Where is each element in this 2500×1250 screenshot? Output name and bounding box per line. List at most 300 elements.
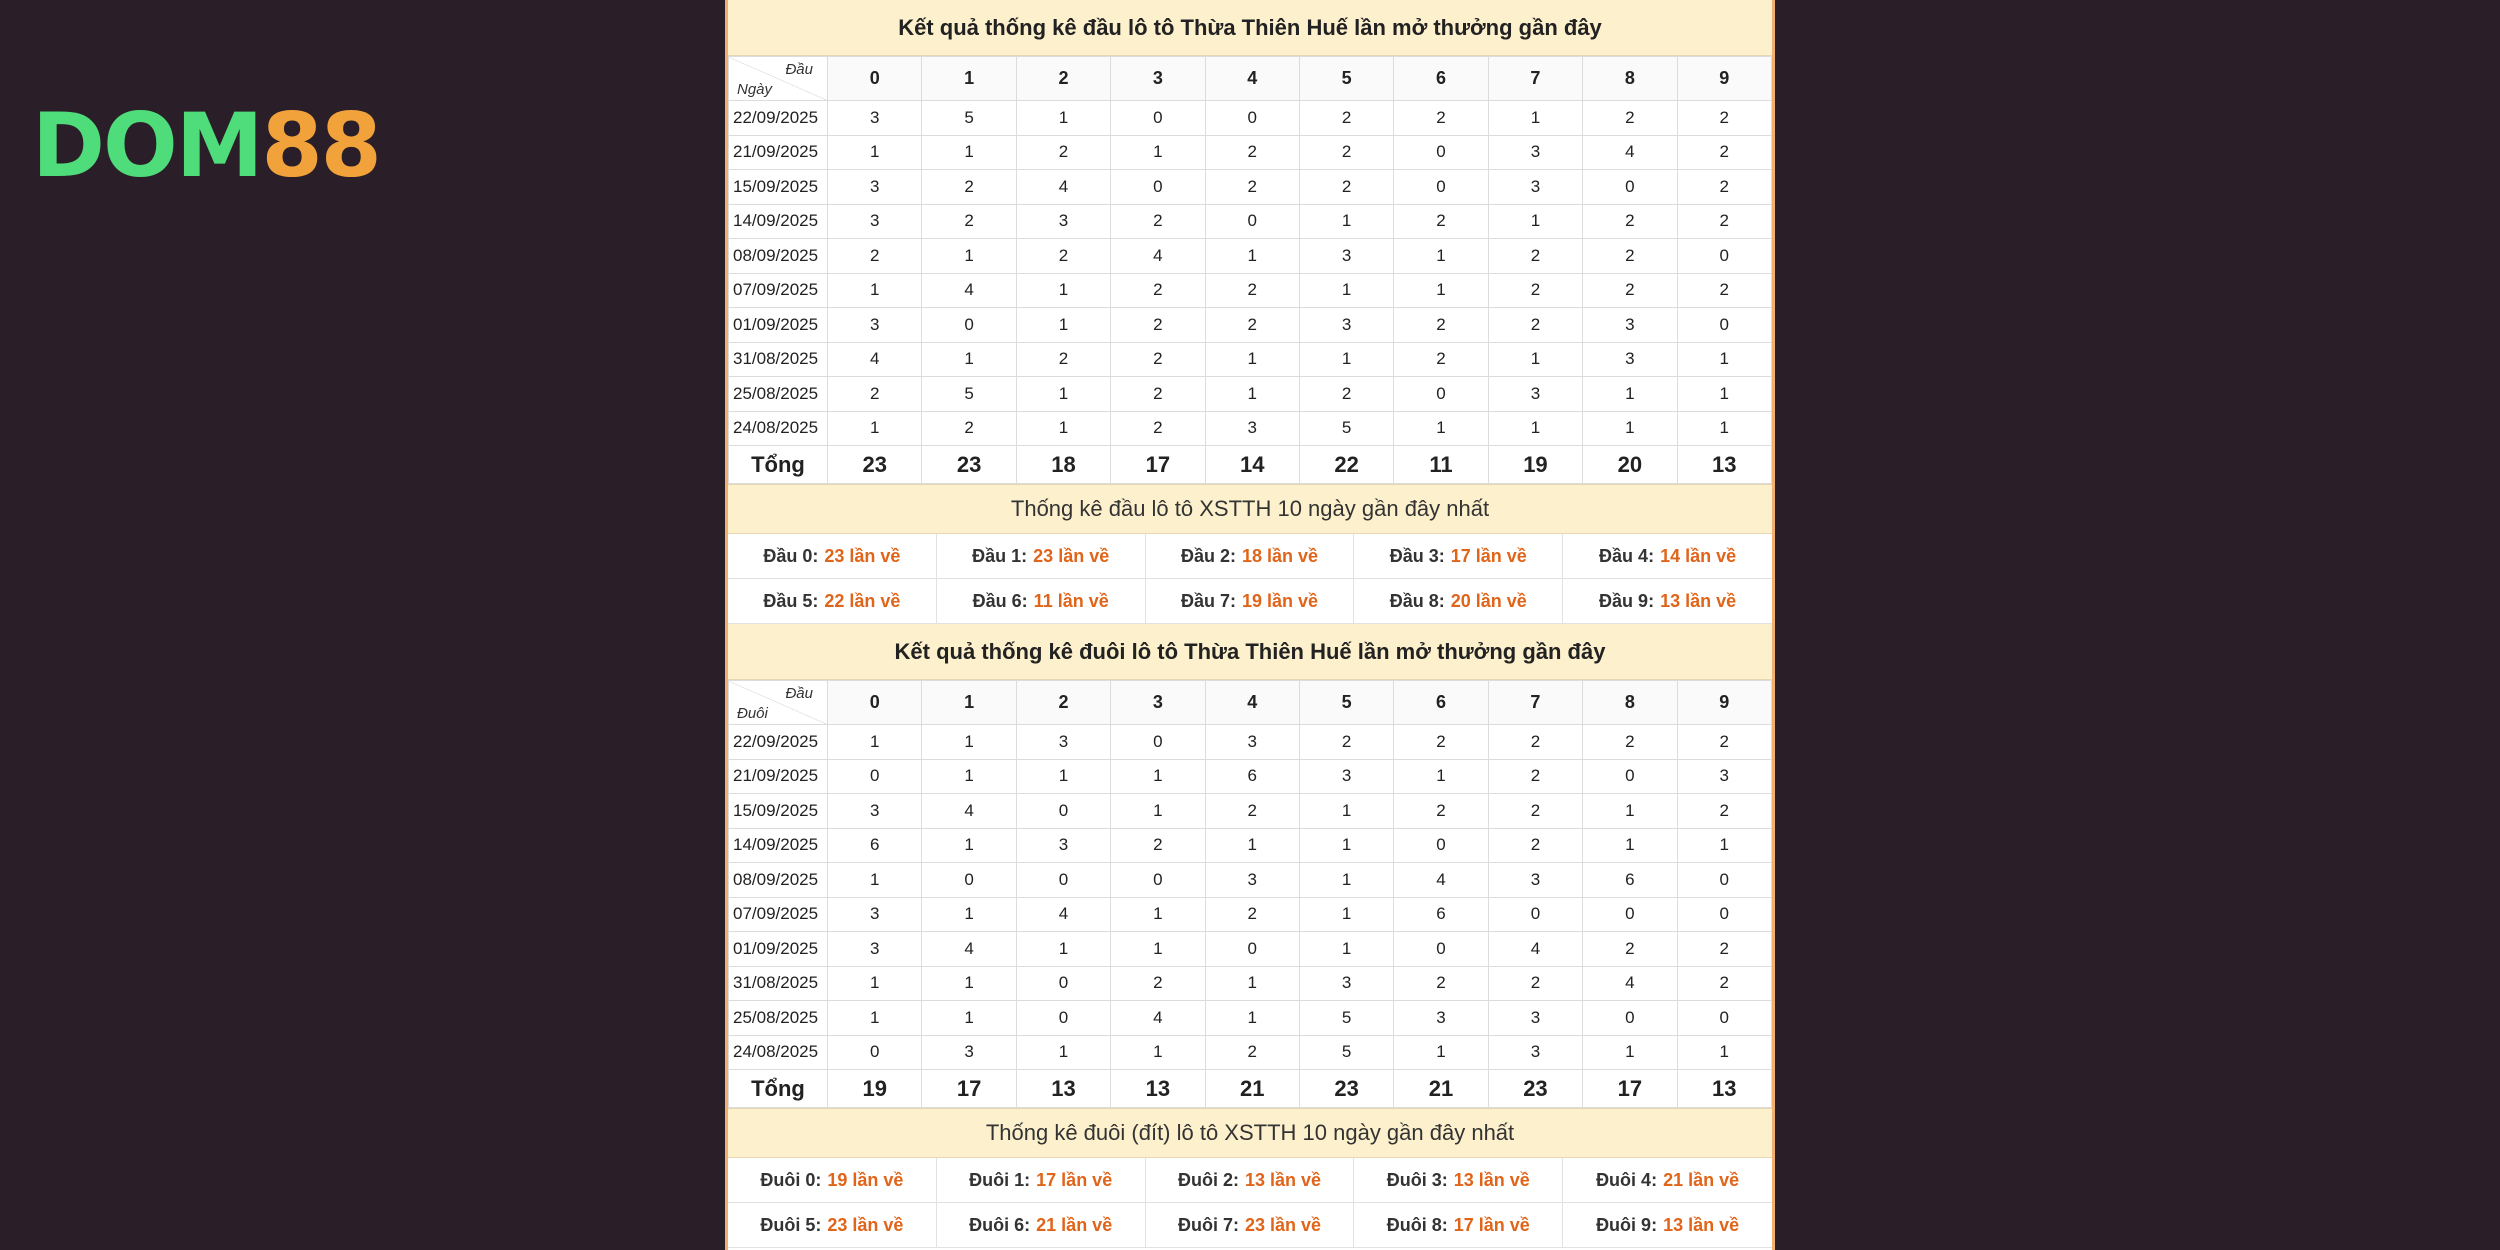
table-cell: 4 — [828, 342, 922, 377]
header-corner-cell — [729, 57, 828, 101]
table-cell: 0 — [1583, 170, 1677, 205]
table-row — [729, 101, 1772, 136]
table-cell: 4 — [1583, 135, 1677, 170]
summary-item — [937, 534, 1146, 579]
total-cell: 23 — [828, 446, 922, 484]
summary-label: Đuôi 7: — [1177, 1214, 1239, 1235]
table-cell: 2 — [1677, 725, 1771, 760]
column-header: 1 — [922, 681, 1016, 725]
row-date: 14/09/2025 — [729, 204, 828, 239]
table-cell: 2 — [828, 239, 922, 274]
table-cell: 0 — [922, 863, 1016, 898]
summary-count: 23 lần về — [824, 545, 901, 566]
summary-item — [1563, 1158, 1772, 1203]
table-row — [729, 932, 1772, 967]
table-cell: 0 — [1583, 1001, 1677, 1036]
summary-count: 13 lần về — [1660, 590, 1737, 611]
row-date: 22/09/2025 — [729, 725, 828, 760]
summary-item — [1354, 1203, 1563, 1248]
table-cell: 3 — [1488, 1001, 1582, 1036]
table-cell: 2 — [1488, 239, 1582, 274]
table-cell: 2 — [1677, 273, 1771, 308]
table-cell: 1 — [922, 828, 1016, 863]
table-cell: 0 — [1016, 863, 1110, 898]
table-cell: 2 — [1677, 794, 1771, 829]
table-cell: 4 — [922, 273, 1016, 308]
table-row — [729, 377, 1772, 412]
total-cell: 13 — [1677, 1070, 1771, 1108]
table-cell: 2 — [1488, 794, 1582, 829]
table-cell: 1 — [828, 135, 922, 170]
table-cell: 1 — [1111, 897, 1205, 932]
table-cell: 0 — [1394, 828, 1488, 863]
table-cell: 2 — [1111, 411, 1205, 446]
table-cell: 1 — [1205, 342, 1299, 377]
table-cell: 1 — [1111, 1035, 1205, 1070]
row-date: 15/09/2025 — [729, 794, 828, 829]
table-cell: 2 — [1488, 725, 1582, 760]
summary-item — [1563, 1203, 1772, 1248]
table-cell: 1 — [1583, 828, 1677, 863]
corner-label-bottom: Đuôi — [737, 705, 768, 722]
table-cell: 3 — [1016, 204, 1110, 239]
total-cell: 18 — [1016, 446, 1110, 484]
table-cell: 3 — [1488, 1035, 1582, 1070]
total-cell: 21 — [1394, 1070, 1488, 1108]
dau-section — [728, 0, 1772, 624]
table-cell: 2 — [1583, 725, 1677, 760]
summary-label: Đầu 0: — [763, 545, 819, 566]
dau-summary-grid — [728, 534, 1772, 624]
total-cell: 17 — [1583, 1070, 1677, 1108]
column-header: 0 — [828, 57, 922, 101]
summary-count: 13 lần về — [1663, 1214, 1740, 1235]
table-cell: 2 — [1394, 342, 1488, 377]
summary-count: 13 lần về — [1453, 1169, 1530, 1190]
table-cell: 1 — [1299, 204, 1393, 239]
table-cell: 0 — [922, 308, 1016, 343]
table-cell: 1 — [1016, 1035, 1110, 1070]
table-cell: 1 — [922, 897, 1016, 932]
table-cell: 3 — [828, 794, 922, 829]
table-cell: 1 — [922, 725, 1016, 760]
summary-label: Đầu 2: — [1180, 545, 1236, 566]
table-cell: 0 — [1016, 794, 1110, 829]
table-cell: 0 — [1488, 897, 1582, 932]
logo-text-dom: DOM — [32, 94, 262, 197]
row-date: 31/08/2025 — [729, 342, 828, 377]
table-cell: 2 — [1677, 966, 1771, 1001]
table-row — [729, 725, 1772, 760]
row-date: 24/08/2025 — [729, 1035, 828, 1070]
table-cell: 6 — [828, 828, 922, 863]
summary-count: 13 lần về — [1244, 1169, 1322, 1190]
table-cell: 1 — [922, 135, 1016, 170]
table-cell: 3 — [828, 932, 922, 967]
total-cell: 13 — [1016, 1070, 1110, 1108]
table-cell: 1 — [1488, 101, 1582, 136]
table-cell: 1 — [922, 342, 1016, 377]
summary-count: 19 lần về — [827, 1169, 904, 1190]
table-cell: 4 — [1488, 932, 1582, 967]
table-cell: 1 — [1583, 794, 1677, 829]
column-header: 0 — [828, 681, 922, 725]
table-cell: 2 — [1394, 101, 1488, 136]
summary-label: Đầu 4: — [1599, 545, 1655, 566]
table-cell: 2 — [1111, 342, 1205, 377]
logo-text-88: 88 — [261, 94, 380, 197]
column-header: 9 — [1677, 57, 1771, 101]
table-cell: 2 — [1205, 135, 1299, 170]
table-cell: 3 — [828, 170, 922, 205]
table-cell: 1 — [1394, 759, 1488, 794]
table-cell: 3 — [1394, 1001, 1488, 1036]
dau-summary-title: Thống kê đầu lô tô XSTTH 10 ngày gần đây nhất — [728, 484, 1772, 534]
summary-label: Đầu 1: — [972, 545, 1028, 566]
summary-item — [1563, 579, 1772, 624]
table-cell: 2 — [1394, 794, 1488, 829]
table-cell: 0 — [1677, 897, 1771, 932]
table-row — [729, 308, 1772, 343]
table-cell: 2 — [1299, 377, 1393, 412]
column-header: 2 — [1016, 681, 1110, 725]
table-cell: 5 — [922, 377, 1016, 412]
dau-table-title: Kết quả thống kê đầu lô tô Thừa Thiên Huế lần mở thưởng gần đây — [728, 0, 1772, 56]
summary-label: Đuôi 2: — [1177, 1169, 1239, 1190]
table-cell: 5 — [1299, 1001, 1393, 1036]
table-cell: 0 — [828, 759, 922, 794]
table-cell: 2 — [1488, 308, 1582, 343]
table-cell: 1 — [1111, 932, 1205, 967]
table-cell: 2 — [1205, 897, 1299, 932]
table-cell: 1 — [828, 411, 922, 446]
duoi-summary-grid — [728, 1158, 1772, 1248]
total-cell: 19 — [1488, 446, 1582, 484]
summary-item — [728, 579, 937, 624]
table-cell: 1 — [1016, 759, 1110, 794]
table-cell: 2 — [1111, 828, 1205, 863]
row-date: 25/08/2025 — [729, 1001, 828, 1036]
table-cell: 0 — [1677, 239, 1771, 274]
row-date: 22/09/2025 — [729, 101, 828, 136]
table-cell: 2 — [1111, 308, 1205, 343]
table-cell: 1 — [1394, 273, 1488, 308]
summary-item — [937, 579, 1146, 624]
table-cell: 0 — [1394, 377, 1488, 412]
row-date: 31/08/2025 — [729, 966, 828, 1001]
table-cell: 2 — [1583, 273, 1677, 308]
dom88-logo — [32, 94, 380, 197]
table-cell: 0 — [1394, 170, 1488, 205]
table-cell: 2 — [1677, 135, 1771, 170]
table-cell: 1 — [1299, 863, 1393, 898]
table-cell: 2 — [1111, 966, 1205, 1001]
table-cell: 4 — [1111, 1001, 1205, 1036]
summary-label: Đuôi 9: — [1596, 1214, 1658, 1235]
table-cell: 1 — [828, 725, 922, 760]
row-date: 15/09/2025 — [729, 170, 828, 205]
table-cell: 2 — [1583, 101, 1677, 136]
table-cell: 3 — [1488, 135, 1582, 170]
table-cell: 2 — [1394, 725, 1488, 760]
row-date: 07/09/2025 — [729, 273, 828, 308]
summary-label: Đầu 5: — [763, 590, 819, 611]
table-cell: 3 — [828, 204, 922, 239]
table-row — [729, 863, 1772, 898]
table-cell: 2 — [1677, 101, 1771, 136]
table-cell: 5 — [922, 101, 1016, 136]
table-cell: 1 — [1488, 204, 1582, 239]
dau-stats-table — [728, 56, 1772, 484]
summary-label: Đuôi 6: — [969, 1214, 1031, 1235]
table-cell: 1 — [1677, 342, 1771, 377]
corner-label-bottom: Ngày — [737, 81, 773, 98]
column-header: 5 — [1299, 57, 1393, 101]
table-cell: 0 — [1205, 101, 1299, 136]
table-cell: 2 — [1488, 273, 1582, 308]
table-cell: 3 — [1488, 377, 1582, 412]
table-cell: 1 — [922, 966, 1016, 1001]
table-cell: 0 — [1394, 932, 1488, 967]
summary-count: 20 lần về — [1450, 590, 1527, 611]
table-cell: 1 — [1677, 1035, 1771, 1070]
table-cell: 0 — [1111, 101, 1205, 136]
duoi-stats-table — [728, 680, 1772, 1108]
table-cell: 3 — [1488, 863, 1582, 898]
table-cell: 4 — [1583, 966, 1677, 1001]
total-cell: 21 — [1205, 1070, 1299, 1108]
table-header-row — [729, 681, 1772, 725]
table-cell: 2 — [1677, 932, 1771, 967]
summary-count: 23 lần về — [1244, 1214, 1322, 1235]
table-cell: 3 — [828, 897, 922, 932]
summary-item — [1354, 579, 1563, 624]
table-cell: 1 — [1677, 828, 1771, 863]
statistics-panel — [725, 0, 1775, 1250]
table-cell: 2 — [1299, 170, 1393, 205]
table-cell: 2 — [1299, 101, 1393, 136]
table-cell: 3 — [1299, 759, 1393, 794]
table-cell: 1 — [828, 863, 922, 898]
table-row — [729, 204, 1772, 239]
summary-count: 21 lần về — [1663, 1169, 1740, 1190]
table-row — [729, 411, 1772, 446]
table-cell: 1 — [1111, 135, 1205, 170]
row-date: 07/09/2025 — [729, 897, 828, 932]
column-header: 8 — [1583, 681, 1677, 725]
table-cell: 1 — [1299, 794, 1393, 829]
table-cell: 4 — [1016, 170, 1110, 205]
table-cell: 1 — [1394, 239, 1488, 274]
table-cell: 2 — [922, 170, 1016, 205]
duoi-summary-title: Thống kê đuôi (đít) lô tô XSTTH 10 ngày gần đây nhất — [728, 1108, 1772, 1158]
table-cell: 1 — [1299, 273, 1393, 308]
summary-label: Đuôi 1: — [969, 1169, 1031, 1190]
summary-item — [1146, 579, 1355, 624]
table-cell: 0 — [1583, 897, 1677, 932]
table-cell: 1 — [1394, 1035, 1488, 1070]
row-date: 21/09/2025 — [729, 135, 828, 170]
table-cell: 3 — [1205, 863, 1299, 898]
total-cell: 11 — [1394, 446, 1488, 484]
table-cell: 2 — [1299, 135, 1393, 170]
table-cell: 3 — [1677, 759, 1771, 794]
table-row — [729, 1001, 1772, 1036]
summary-label: Đầu 3: — [1389, 545, 1445, 566]
summary-item — [1563, 534, 1772, 579]
table-cell: 1 — [922, 1001, 1016, 1036]
summary-item — [1146, 1158, 1355, 1203]
table-cell: 2 — [1111, 204, 1205, 239]
total-row — [729, 446, 1772, 484]
summary-label: Đầu 6: — [972, 590, 1028, 611]
table-cell: 1 — [922, 759, 1016, 794]
column-header: 1 — [922, 57, 1016, 101]
table-cell: 4 — [1111, 239, 1205, 274]
table-cell: 1 — [1111, 794, 1205, 829]
table-row — [729, 828, 1772, 863]
table-cell: 2 — [1583, 239, 1677, 274]
total-cell: 23 — [1488, 1070, 1582, 1108]
header-corner-cell — [729, 681, 828, 725]
column-header: 4 — [1205, 681, 1299, 725]
summary-item — [728, 534, 937, 579]
table-cell: 1 — [1016, 377, 1110, 412]
table-cell: 2 — [1205, 170, 1299, 205]
table-row — [729, 342, 1772, 377]
row-date: 21/09/2025 — [729, 759, 828, 794]
table-cell: 1 — [1205, 966, 1299, 1001]
table-cell: 1 — [1299, 828, 1393, 863]
table-cell: 2 — [1016, 135, 1110, 170]
summary-count: 23 lần về — [827, 1214, 904, 1235]
table-cell: 1 — [1205, 1001, 1299, 1036]
total-cell: 17 — [1111, 446, 1205, 484]
table-row — [729, 794, 1772, 829]
total-cell: 22 — [1299, 446, 1393, 484]
summary-item — [937, 1158, 1146, 1203]
table-cell: 2 — [1394, 308, 1488, 343]
table-cell: 1 — [922, 239, 1016, 274]
table-cell: 4 — [922, 794, 1016, 829]
table-cell: 2 — [1205, 1035, 1299, 1070]
table-cell: 2 — [1583, 204, 1677, 239]
column-header: 5 — [1299, 681, 1393, 725]
summary-count: 21 lần về — [1036, 1214, 1113, 1235]
row-date: 25/08/2025 — [729, 377, 828, 412]
table-cell: 2 — [1394, 204, 1488, 239]
table-cell: 0 — [1016, 966, 1110, 1001]
table-cell: 2 — [1677, 204, 1771, 239]
table-cell: 4 — [1016, 897, 1110, 932]
row-date: 08/09/2025 — [729, 239, 828, 274]
table-cell: 3 — [828, 101, 922, 136]
total-cell: 13 — [1677, 446, 1771, 484]
summary-label: Đuôi 3: — [1386, 1169, 1448, 1190]
table-cell: 1 — [1677, 377, 1771, 412]
total-cell: 20 — [1583, 446, 1677, 484]
summary-count: 19 lần về — [1241, 590, 1319, 611]
summary-count: 17 lần về — [1036, 1169, 1113, 1190]
total-cell: 13 — [1111, 1070, 1205, 1108]
table-cell: 2 — [922, 204, 1016, 239]
table-cell: 2 — [1205, 794, 1299, 829]
table-cell: 3 — [1299, 308, 1393, 343]
table-row — [729, 273, 1772, 308]
table-cell: 0 — [1677, 1001, 1771, 1036]
row-date: 24/08/2025 — [729, 411, 828, 446]
table-cell: 1 — [1205, 239, 1299, 274]
table-cell: 0 — [1677, 308, 1771, 343]
table-cell: 4 — [922, 932, 1016, 967]
column-header: 6 — [1394, 681, 1488, 725]
table-cell: 1 — [1583, 411, 1677, 446]
column-header: 7 — [1488, 681, 1582, 725]
table-cell: 0 — [1677, 863, 1771, 898]
table-row — [729, 170, 1772, 205]
summary-label: Đầu 7: — [1180, 590, 1236, 611]
table-cell: 2 — [1205, 308, 1299, 343]
summary-label: Đuôi 5: — [760, 1214, 822, 1235]
table-cell: 3 — [1299, 966, 1393, 1001]
summary-label: Đầu 8: — [1389, 590, 1445, 611]
table-cell: 2 — [1488, 828, 1582, 863]
table-cell: 2 — [1205, 273, 1299, 308]
table-cell: 3 — [1299, 239, 1393, 274]
table-cell: 4 — [1394, 863, 1488, 898]
total-cell: 14 — [1205, 446, 1299, 484]
summary-label: Đuôi 0: — [760, 1169, 822, 1190]
table-cell: 1 — [1016, 273, 1110, 308]
corner-label-top: Đầu — [785, 685, 813, 702]
table-cell: 2 — [1111, 377, 1205, 412]
table-cell: 1 — [828, 966, 922, 1001]
table-cell: 6 — [1583, 863, 1677, 898]
total-label: Tổng — [729, 1070, 828, 1108]
summary-count: 18 lần về — [1241, 545, 1319, 566]
table-cell: 3 — [1016, 725, 1110, 760]
table-cell: 1 — [1394, 411, 1488, 446]
table-cell: 3 — [828, 308, 922, 343]
total-cell: 19 — [828, 1070, 922, 1108]
table-cell: 0 — [828, 1035, 922, 1070]
table-row — [729, 966, 1772, 1001]
table-cell: 0 — [1111, 863, 1205, 898]
column-header: 3 — [1111, 57, 1205, 101]
total-label: Tổng — [729, 446, 828, 484]
column-header: 8 — [1583, 57, 1677, 101]
total-row — [729, 1070, 1772, 1108]
corner-label-top: Đầu — [785, 61, 813, 78]
table-cell: 0 — [1111, 725, 1205, 760]
table-cell: 3 — [1583, 342, 1677, 377]
duoi-section — [728, 624, 1772, 1248]
table-cell: 0 — [1111, 170, 1205, 205]
table-cell: 0 — [1583, 759, 1677, 794]
table-cell: 2 — [1016, 239, 1110, 274]
table-cell: 5 — [1299, 1035, 1393, 1070]
table-cell: 3 — [1016, 828, 1110, 863]
column-header: 3 — [1111, 681, 1205, 725]
duoi-table-title: Kết quả thống kê đuôi lô tô Thừa Thiên Huế lần mở thưởng gần đây — [728, 624, 1772, 680]
table-cell: 2 — [1111, 273, 1205, 308]
summary-item — [1146, 1203, 1355, 1248]
summary-item — [1354, 1158, 1563, 1203]
summary-item — [1354, 534, 1563, 579]
column-header: 7 — [1488, 57, 1582, 101]
column-header: 6 — [1394, 57, 1488, 101]
table-cell: 1 — [1205, 828, 1299, 863]
